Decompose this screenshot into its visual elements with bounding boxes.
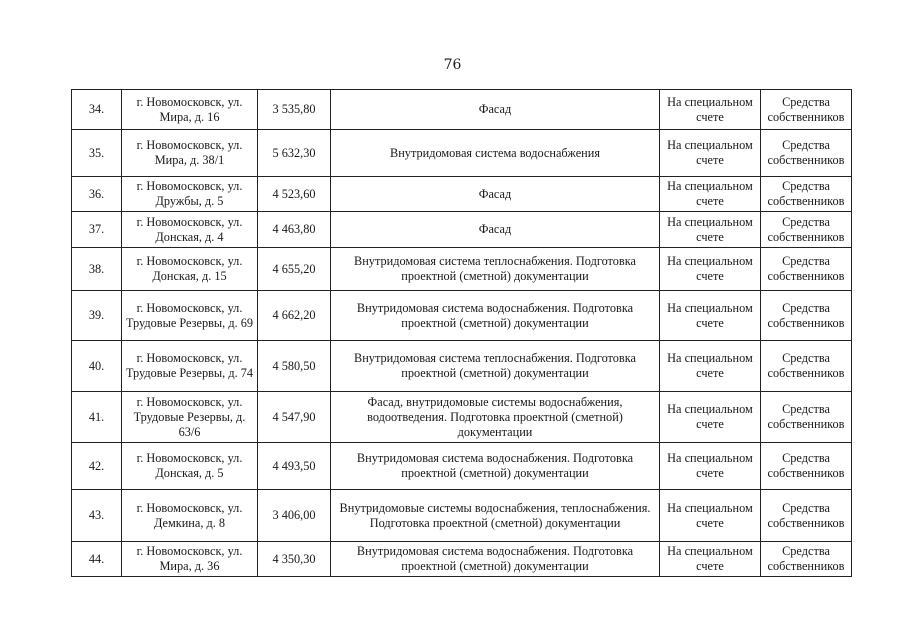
amount-cell: 3 535,80 [258,90,331,130]
row-number: 44. [72,542,122,577]
row-number: 37. [72,212,122,248]
account-cell: На специальном счете [660,443,761,490]
work-type-cell: Фасад, внутридомовые системы водоснабжения, водоотведения. Подготовка проектной (сметной) документации [331,392,660,443]
address-cell: г. Новомосковск, ул. Мира, д. 38/1 [122,130,258,177]
amount-cell: 5 632,30 [258,130,331,177]
work-type-cell: Внутридомовая система водоснабжения. Подготовка проектной (сметной) документации [331,542,660,577]
amount-cell: 4 662,20 [258,291,331,341]
table-row [72,130,852,177]
table-row [72,542,852,577]
amount-cell: 4 493,50 [258,443,331,490]
account-cell: На специальном счете [660,177,761,212]
funding-source-cell: Средства собственников [761,291,852,341]
table-row [72,90,852,130]
row-number: 40. [72,341,122,392]
amount-cell: 4 580,50 [258,341,331,392]
page-number: 76 [443,57,462,73]
amount-cell: 4 547,90 [258,392,331,443]
table-row [72,490,852,542]
address-cell: г. Новомосковск, ул. Донская, д. 15 [122,248,258,291]
work-type-cell: Внутридомовые системы водоснабжения, теплоснабжения. Подготовка проектной (сметной) документации [331,490,660,542]
amount-cell: 4 523,60 [258,177,331,212]
account-cell: На специальном счете [660,490,761,542]
address-cell: г. Новомосковск, ул. Дружбы, д. 5 [122,177,258,212]
account-cell: На специальном счете [660,341,761,392]
address-cell: г. Новомосковск, ул. Мира, д. 16 [122,90,258,130]
amount-cell: 4 463,80 [258,212,331,248]
row-number: 34. [72,90,122,130]
amount-cell: 4 655,20 [258,248,331,291]
row-number: 42. [72,443,122,490]
funding-source-cell: Средства собственников [761,90,852,130]
table-row [72,443,852,490]
address-cell: г. Новомосковск, ул. Донская, д. 4 [122,212,258,248]
row-number: 43. [72,490,122,542]
work-type-cell: Внутридомовая система водоснабжения. Подготовка проектной (сметной) документации [331,291,660,341]
funding-source-cell: Средства собственников [761,443,852,490]
funding-source-cell: Средства собственников [761,341,852,392]
account-cell: На специальном счете [660,542,761,577]
funding-source-cell: Средства собственников [761,542,852,577]
table-row [72,341,852,392]
address-cell: г. Новомосковск, ул. Трудовые Резервы, д. 69 [122,291,258,341]
funding-source-cell: Средства собственников [761,177,852,212]
funding-source-cell: Средства собственников [761,490,852,542]
row-number: 36. [72,177,122,212]
address-cell: г. Новомосковск, ул. Донская, д. 5 [122,443,258,490]
work-type-cell: Внутридомовая система водоснабжения. Подготовка проектной (сметной) документации [331,443,660,490]
account-cell: На специальном счете [660,248,761,291]
funding-source-cell: Средства собственников [761,212,852,248]
funding-source-cell: Средства собственников [761,130,852,177]
work-type-cell: Внутридомовая система теплоснабжения. Подготовка проектной (сметной) документации [331,341,660,392]
account-cell: На специальном счете [660,212,761,248]
row-number: 38. [72,248,122,291]
account-cell: На специальном счете [660,90,761,130]
amount-cell: 3 406,00 [258,490,331,542]
work-type-cell: Фасад [331,177,660,212]
work-type-cell: Внутридомовая система водоснабжения [331,130,660,177]
address-cell: г. Новомосковск, ул. Мира, д. 36 [122,542,258,577]
funding-source-cell: Средства собственников [761,392,852,443]
row-number: 41. [72,392,122,443]
table-row [72,291,852,341]
table-row [72,212,852,248]
row-number: 39. [72,291,122,341]
work-type-cell: Внутридомовая система теплоснабжения. Подготовка проектной (сметной) документации [331,248,660,291]
account-cell: На специальном счете [660,291,761,341]
work-type-cell: Фасад [331,90,660,130]
work-type-cell: Фасад [331,212,660,248]
address-cell: г. Новомосковск, ул. Трудовые Резервы, д. 74 [122,341,258,392]
funding-source-cell: Средства собственников [761,248,852,291]
account-cell: На специальном счете [660,392,761,443]
row-number: 35. [72,130,122,177]
account-cell: На специальном счете [660,130,761,177]
address-cell: г. Новомосковск, ул. Демкина, д. 8 [122,490,258,542]
address-cell: г. Новомосковск, ул. Трудовые Резервы, д. 63/6 [122,392,258,443]
amount-cell: 4 350,30 [258,542,331,577]
capital-repair-table [71,89,852,577]
table-row [72,248,852,291]
table-row [72,392,852,443]
table-row [72,177,852,212]
